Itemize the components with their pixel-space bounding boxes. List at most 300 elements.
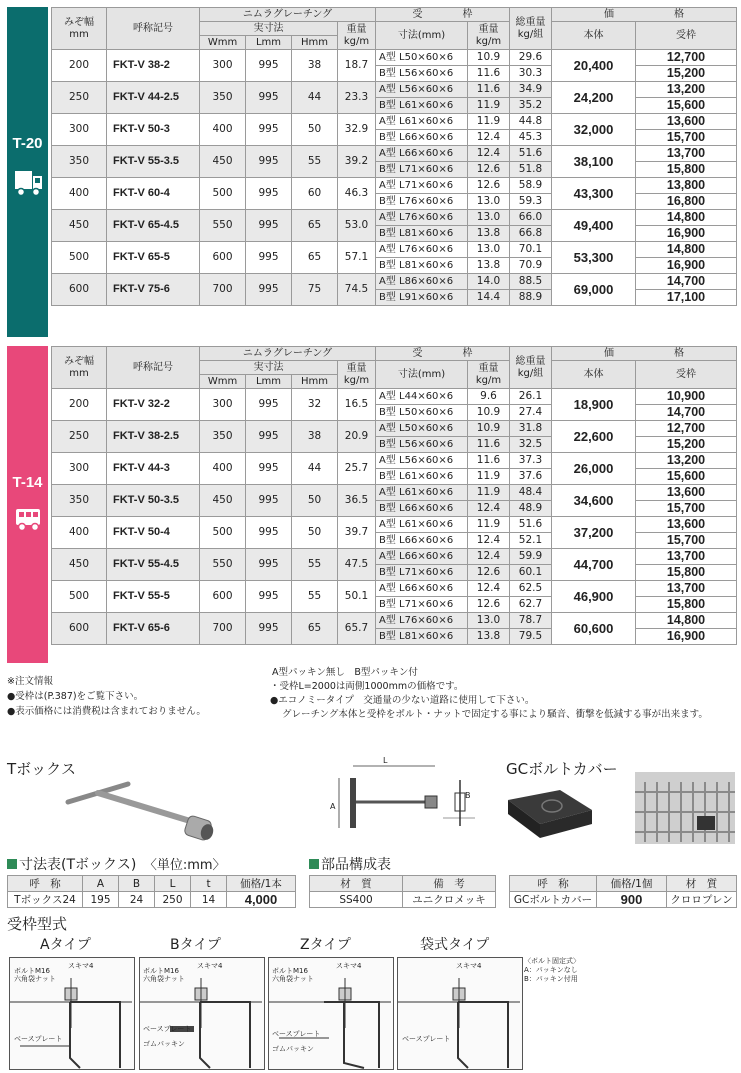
body-price: 18,900 <box>552 389 636 421</box>
weight-cell: 47.5 <box>338 549 376 581</box>
table-row <box>52 549 737 565</box>
total-a: 88.5 <box>510 274 552 290</box>
total-b: 48.9 <box>510 501 552 517</box>
frame-price-a: 14,800 <box>636 613 737 629</box>
frame-a-size: A型 L76×60×6 <box>376 613 468 629</box>
a-skima-label: スキマ4 <box>68 962 94 970</box>
table-row <box>52 50 737 66</box>
l-cell: 995 <box>246 453 292 485</box>
code-cell: FKT-V 75-6 <box>107 274 200 306</box>
dim-l-label: L <box>383 756 388 765</box>
total-a: 58.9 <box>510 178 552 194</box>
frame-note: ・受枠L=2000は両側1000mmの価格です。 <box>270 681 464 692</box>
frame-price-b: 15,600 <box>636 469 737 485</box>
frame-a-size: A型 L61×60×6 <box>376 114 468 130</box>
h-cell: 55 <box>292 581 338 613</box>
w-cell: 350 <box>200 421 246 453</box>
table-row <box>52 485 737 501</box>
width-cell: 500 <box>52 242 107 274</box>
header-l: Lmm <box>246 375 292 389</box>
frame-a-weight: 14.0 <box>468 274 510 290</box>
order-note-title: ※注文情報 <box>7 676 53 687</box>
body-price: 37,200 <box>552 517 636 549</box>
frame-price-b: 15,800 <box>636 162 737 178</box>
frame-a-weight: 12.4 <box>468 581 510 597</box>
frame-price-a: 13,800 <box>636 178 737 194</box>
total-b: 79.5 <box>510 629 552 645</box>
header-frame-weight: 重量 kg/m <box>468 361 510 389</box>
frame-a-weight: 10.9 <box>468 50 510 66</box>
frame-price-a: 13,600 <box>636 517 737 533</box>
tbox-t: 14 <box>191 892 227 908</box>
parts-material: SS400 <box>310 892 403 908</box>
weight-cell: 53.0 <box>338 210 376 242</box>
header-grating: ニムラグレーチング <box>200 347 376 361</box>
header-frame-size: 寸法(mm) <box>376 361 468 389</box>
frame-a-weight: 11.9 <box>468 517 510 533</box>
parts-table <box>309 875 496 908</box>
frame-price-b: 15,700 <box>636 533 737 549</box>
frame-b-weight: 11.6 <box>468 437 510 453</box>
l-cell: 995 <box>246 613 292 645</box>
width-cell: 400 <box>52 178 107 210</box>
body-price: 26,000 <box>552 453 636 485</box>
body-price: 46,900 <box>552 581 636 613</box>
h-cell: 50 <box>292 485 338 517</box>
total-a: 34.9 <box>510 82 552 98</box>
total-b: 51.8 <box>510 162 552 178</box>
frame-b-size: B型 L71×60×6 <box>376 597 468 613</box>
total-a: 29.6 <box>510 50 552 66</box>
z-bolt-label: ボルトM16 <box>272 967 308 975</box>
gc-table <box>509 875 737 908</box>
header-w: Wmm <box>200 375 246 389</box>
weight-cell: 20.9 <box>338 421 376 453</box>
h-cell: 38 <box>292 421 338 453</box>
w-cell: 550 <box>200 549 246 581</box>
frame-a-size: A型 L76×60×6 <box>376 210 468 226</box>
w-cell: 550 <box>200 210 246 242</box>
code-cell: FKT-V 60-4 <box>107 178 200 210</box>
legend-1: 〈ボルト固定式〉 <box>524 957 580 965</box>
tbox-title: Tボックス <box>7 760 77 778</box>
frame-a-size: A型 L66×60×6 <box>376 549 468 565</box>
frame-a-weight: 10.9 <box>468 421 510 437</box>
code-cell: FKT-V 44-2.5 <box>107 82 200 114</box>
width-cell: 250 <box>52 82 107 114</box>
gc-title: GCボルトカバー <box>506 760 618 778</box>
table-row <box>52 389 737 405</box>
frame-a-size: A型 L71×60×6 <box>376 178 468 194</box>
frame-b-size: B型 L91×60×6 <box>376 290 468 306</box>
total-b: 88.9 <box>510 290 552 306</box>
code-cell: FKT-V 44-3 <box>107 453 200 485</box>
b-base-label: ベースプレート <box>143 1025 192 1033</box>
frame-a-weight: 13.0 <box>468 613 510 629</box>
header-price: 価 格 <box>552 8 737 22</box>
body-price: 60,600 <box>552 613 636 645</box>
w-cell: 450 <box>200 146 246 178</box>
total-a: 51.6 <box>510 146 552 162</box>
type-z-label: Zタイプ <box>300 937 351 953</box>
frame-b-weight: 13.8 <box>468 226 510 242</box>
frame-price-a: 13,600 <box>636 114 737 130</box>
code-cell: FKT-V 50-4 <box>107 517 200 549</box>
h-cell: 55 <box>292 146 338 178</box>
header-frame: 受 枠 <box>376 8 510 22</box>
frame-b-size: B型 L66×60×6 <box>376 501 468 517</box>
weight-cell: 39.2 <box>338 146 376 178</box>
gc-header-price: 価格/1個 <box>597 876 667 892</box>
bag-base-label: ベースプレート <box>402 1035 451 1043</box>
l-cell: 995 <box>246 389 292 421</box>
width-cell: 400 <box>52 517 107 549</box>
header-real-size: 実寸法 <box>200 361 338 375</box>
frame-a-weight: 12.6 <box>468 178 510 194</box>
type-b-label: Bタイプ <box>170 937 221 953</box>
tbox-name: Tボックス24 <box>8 892 83 908</box>
h-cell: 55 <box>292 549 338 581</box>
header-price: 価 格 <box>552 347 737 361</box>
table-row <box>52 581 737 597</box>
total-b: 60.1 <box>510 565 552 581</box>
frame-b-weight: 13.8 <box>468 629 510 645</box>
w-cell: 300 <box>200 50 246 82</box>
ab-note: A型パッキン無し B型パッキン付 <box>272 667 418 678</box>
width-cell: 300 <box>52 114 107 146</box>
frame-b-weight: 12.6 <box>468 565 510 581</box>
total-b: 59.3 <box>510 194 552 210</box>
frame-price-a: 14,800 <box>636 210 737 226</box>
header-frame-size: 寸法(mm) <box>376 22 468 50</box>
header-width: みぞ幅 mm <box>52 8 107 50</box>
frame-a-weight: 13.0 <box>468 242 510 258</box>
b-rubber-label: ゴムパッキン <box>143 1040 185 1048</box>
t14-price-table <box>51 346 737 645</box>
table-row <box>52 242 737 258</box>
h-cell: 50 <box>292 517 338 549</box>
l-cell: 995 <box>246 146 292 178</box>
total-b: 35.2 <box>510 98 552 114</box>
header-grating: ニムラグレーチング <box>200 8 376 22</box>
l-cell: 995 <box>246 549 292 581</box>
frame-price-b: 15,700 <box>636 501 737 517</box>
frame-b-size: B型 L66×60×6 <box>376 130 468 146</box>
h-cell: 65 <box>292 613 338 645</box>
width-cell: 450 <box>52 549 107 581</box>
header-weight: 重量 kg/m <box>338 361 376 389</box>
frame-b-size: B型 L56×60×6 <box>376 66 468 82</box>
frame-price-b: 16,900 <box>636 226 737 242</box>
gc-price: 900 <box>597 892 667 908</box>
tbox-table-title: 寸法表(Tボックス) 〈単位:mm〉 <box>7 854 226 874</box>
tbox-a: 195 <box>83 892 119 908</box>
frame-b-weight: 12.4 <box>468 130 510 146</box>
h-cell: 65 <box>292 242 338 274</box>
frame-b-size: B型 L81×60×6 <box>376 629 468 645</box>
header-frame-price: 受枠 <box>636 361 737 389</box>
width-cell: 200 <box>52 389 107 421</box>
h-cell: 75 <box>292 274 338 306</box>
total-b: 32.5 <box>510 437 552 453</box>
frame-a-size: A型 L66×60×6 <box>376 581 468 597</box>
header-code: 呼称記号 <box>107 8 200 50</box>
width-cell: 600 <box>52 613 107 645</box>
w-cell: 700 <box>200 274 246 306</box>
h-cell: 50 <box>292 114 338 146</box>
header-total: 総重量 kg/組 <box>510 347 552 389</box>
grating-photo <box>635 772 735 844</box>
body-price: 49,400 <box>552 210 636 242</box>
width-cell: 500 <box>52 581 107 613</box>
tbox-price: 4,000 <box>227 892 296 908</box>
total-a: 78.7 <box>510 613 552 629</box>
weight-cell: 57.1 <box>338 242 376 274</box>
frame-price-b: 15,600 <box>636 98 737 114</box>
h-cell: 65 <box>292 210 338 242</box>
total-a: 44.8 <box>510 114 552 130</box>
frame-price-b: 15,200 <box>636 66 737 82</box>
code-cell: FKT-V 65-5 <box>107 242 200 274</box>
l-cell: 995 <box>246 178 292 210</box>
bullet-square-icon <box>7 859 17 869</box>
dim-a-label: A <box>330 802 336 811</box>
body-price: 38,100 <box>552 146 636 178</box>
frame-b-weight: 14.4 <box>468 290 510 306</box>
eco-note: ●エコノミータイプ 交通量の少ない道路に使用して下さい。 <box>270 695 535 706</box>
parts-table-title: 部品構成表 <box>309 854 391 874</box>
code-cell: FKT-V 32-2 <box>107 389 200 421</box>
frame-price-b: 14,700 <box>636 405 737 421</box>
total-a: 62.5 <box>510 581 552 597</box>
frame-a-weight: 9.6 <box>468 389 510 405</box>
weight-cell: 18.7 <box>338 50 376 82</box>
body-price: 43,300 <box>552 178 636 210</box>
tbox-dimension-table <box>7 875 296 908</box>
legend-3: B：パッキン付用 <box>524 975 578 983</box>
total-b: 27.4 <box>510 405 552 421</box>
car-icon <box>13 504 43 534</box>
header-h: Hmm <box>292 375 338 389</box>
header-frame: 受 枠 <box>376 347 510 361</box>
w-cell: 700 <box>200 613 246 645</box>
t20-label: T-20 <box>12 135 43 152</box>
frame-b-size: B型 L56×60×6 <box>376 437 468 453</box>
tbox-header-t: t <box>191 876 227 892</box>
frame-a-size: A型 L61×60×6 <box>376 517 468 533</box>
w-cell: 600 <box>200 581 246 613</box>
code-cell: FKT-V 55-3.5 <box>107 146 200 178</box>
tbox-header-b: B <box>119 876 155 892</box>
header-frame-weight: 重量 kg/m <box>468 22 510 50</box>
z-nut-label: 六角袋ナット <box>272 975 314 983</box>
tbox-header-price: 価格/1本 <box>227 876 296 892</box>
gc-header-material: 材 質 <box>667 876 737 892</box>
h-cell: 38 <box>292 50 338 82</box>
frame-price-a: 13,700 <box>636 549 737 565</box>
t14-band <box>7 346 48 663</box>
weight-cell: 50.1 <box>338 581 376 613</box>
header-real-size: 実寸法 <box>200 22 338 36</box>
width-cell: 300 <box>52 453 107 485</box>
l-cell: 995 <box>246 242 292 274</box>
total-b: 52.1 <box>510 533 552 549</box>
frame-a-weight: 11.6 <box>468 453 510 469</box>
gc-bolt-cover-image <box>500 778 600 844</box>
frame-b-size: B型 L61×60×6 <box>376 469 468 485</box>
width-cell: 450 <box>52 210 107 242</box>
total-a: 66.0 <box>510 210 552 226</box>
table-row <box>52 82 737 98</box>
frame-b-size: B型 L81×60×6 <box>376 258 468 274</box>
gc-material: クロロプレン <box>667 892 737 908</box>
body-price: 20,400 <box>552 50 636 82</box>
body-price: 44,700 <box>552 549 636 581</box>
code-cell: FKT-V 50-3 <box>107 114 200 146</box>
frame-a-weight: 11.9 <box>468 114 510 130</box>
width-cell: 600 <box>52 274 107 306</box>
t20-band <box>7 7 48 337</box>
body-price: 22,600 <box>552 421 636 453</box>
total-b: 66.8 <box>510 226 552 242</box>
frame-b-size: B型 L81×60×6 <box>376 226 468 242</box>
weight-cell: 65.7 <box>338 613 376 645</box>
frame-price-b: 15,800 <box>636 565 737 581</box>
weight-cell: 32.9 <box>338 114 376 146</box>
weight-cell: 36.5 <box>338 485 376 517</box>
h-cell: 44 <box>292 453 338 485</box>
w-cell: 600 <box>200 242 246 274</box>
frame-b-weight: 11.6 <box>468 66 510 82</box>
parts-note: ユニクロメッキ <box>403 892 496 908</box>
header-body: 本体 <box>552 22 636 50</box>
l-cell: 995 <box>246 581 292 613</box>
tbox-header-l: L <box>155 876 191 892</box>
type-bag-label: 袋式タイプ <box>420 937 490 953</box>
frame-a-size: A型 L56×60×6 <box>376 82 468 98</box>
w-cell: 300 <box>200 389 246 421</box>
total-b: 30.3 <box>510 66 552 82</box>
w-cell: 500 <box>200 517 246 549</box>
frame-b-weight: 12.6 <box>468 162 510 178</box>
width-cell: 350 <box>52 485 107 517</box>
width-cell: 350 <box>52 146 107 178</box>
table-row <box>52 114 737 130</box>
l-cell: 995 <box>246 517 292 549</box>
frame-b-size: B型 L71×60×6 <box>376 565 468 581</box>
total-a: 70.1 <box>510 242 552 258</box>
frame-price-a: 13,700 <box>636 581 737 597</box>
z-skima-label: スキマ4 <box>336 962 362 970</box>
b-bolt-label: ボルトM16 <box>143 967 179 975</box>
code-cell: FKT-V 38-2 <box>107 50 200 82</box>
w-cell: 350 <box>200 82 246 114</box>
frame-a-weight: 12.4 <box>468 146 510 162</box>
order-note-2: ●表示価格には消費税は含まれておりません。 <box>7 706 206 717</box>
frame-b-weight: 10.9 <box>468 405 510 421</box>
frame-price-b: 15,800 <box>636 597 737 613</box>
a-nut-label: 六角袋ナット <box>14 975 56 983</box>
eco-note-2: グレーチング本体と受枠をボルト・ナットで固定する事により騒音、衝撃を低減する事が出来ます。 <box>282 709 708 720</box>
total-b: 70.9 <box>510 258 552 274</box>
h-cell: 32 <box>292 389 338 421</box>
frame-price-a: 10,900 <box>636 389 737 405</box>
h-cell: 44 <box>292 82 338 114</box>
bullet-square-icon <box>309 859 319 869</box>
body-price: 53,300 <box>552 242 636 274</box>
frame-price-b: 16,900 <box>636 258 737 274</box>
frame-a-size: A型 L61×60×6 <box>376 485 468 501</box>
w-cell: 400 <box>200 453 246 485</box>
type-bag-drawing <box>397 957 523 1070</box>
code-cell: FKT-V 38-2.5 <box>107 421 200 453</box>
code-cell: FKT-V 55-4.5 <box>107 549 200 581</box>
tbox-dimension-drawing <box>325 758 475 848</box>
frame-b-size: B型 L50×60×6 <box>376 405 468 421</box>
body-price: 32,000 <box>552 114 636 146</box>
l-cell: 995 <box>246 210 292 242</box>
header-w: Wmm <box>200 36 246 50</box>
frame-b-weight: 13.0 <box>468 194 510 210</box>
frame-a-weight: 11.9 <box>468 485 510 501</box>
body-price: 69,000 <box>552 274 636 306</box>
total-a: 48.4 <box>510 485 552 501</box>
total-a: 51.6 <box>510 517 552 533</box>
frame-a-size: A型 L66×60×6 <box>376 146 468 162</box>
truck-icon <box>13 167 43 199</box>
weight-cell: 39.7 <box>338 517 376 549</box>
parts-header-material: 材 質 <box>310 876 403 892</box>
table-row <box>52 613 737 629</box>
table-row <box>52 210 737 226</box>
total-a: 26.1 <box>510 389 552 405</box>
frame-a-size: A型 L50×60×6 <box>376 421 468 437</box>
frame-a-size: A型 L76×60×6 <box>376 242 468 258</box>
width-cell: 200 <box>52 50 107 82</box>
width-cell: 250 <box>52 421 107 453</box>
body-price: 24,200 <box>552 82 636 114</box>
total-a: 31.8 <box>510 421 552 437</box>
weight-cell: 74.5 <box>338 274 376 306</box>
t20-price-table <box>51 7 737 306</box>
w-cell: 400 <box>200 114 246 146</box>
frame-price-b: 16,900 <box>636 629 737 645</box>
w-cell: 500 <box>200 178 246 210</box>
table-row <box>52 274 737 290</box>
header-h: Hmm <box>292 36 338 50</box>
l-cell: 995 <box>246 82 292 114</box>
total-b: 62.7 <box>510 597 552 613</box>
header-l: Lmm <box>246 36 292 50</box>
bag-skima-label: スキマ4 <box>456 962 482 970</box>
tbox-l: 250 <box>155 892 191 908</box>
weight-cell: 46.3 <box>338 178 376 210</box>
table-row <box>52 421 737 437</box>
table-row <box>52 146 737 162</box>
frame-b-weight: 12.4 <box>468 533 510 549</box>
header-weight: 重量 kg/m <box>338 22 376 50</box>
weight-cell: 25.7 <box>338 453 376 485</box>
l-cell: 995 <box>246 114 292 146</box>
frame-price-a: 12,700 <box>636 50 737 66</box>
a-bolt-label: ボルトM16 <box>14 967 50 975</box>
b-nut-label: 六角袋ナット <box>143 975 185 983</box>
header-frame-price: 受枠 <box>636 22 737 50</box>
frame-price-b: 15,200 <box>636 437 737 453</box>
gc-header-name: 呼 称 <box>510 876 597 892</box>
order-note-1: ●受枠は(P.387)をご覧下さい。 <box>7 691 144 702</box>
frame-b-weight: 12.6 <box>468 597 510 613</box>
